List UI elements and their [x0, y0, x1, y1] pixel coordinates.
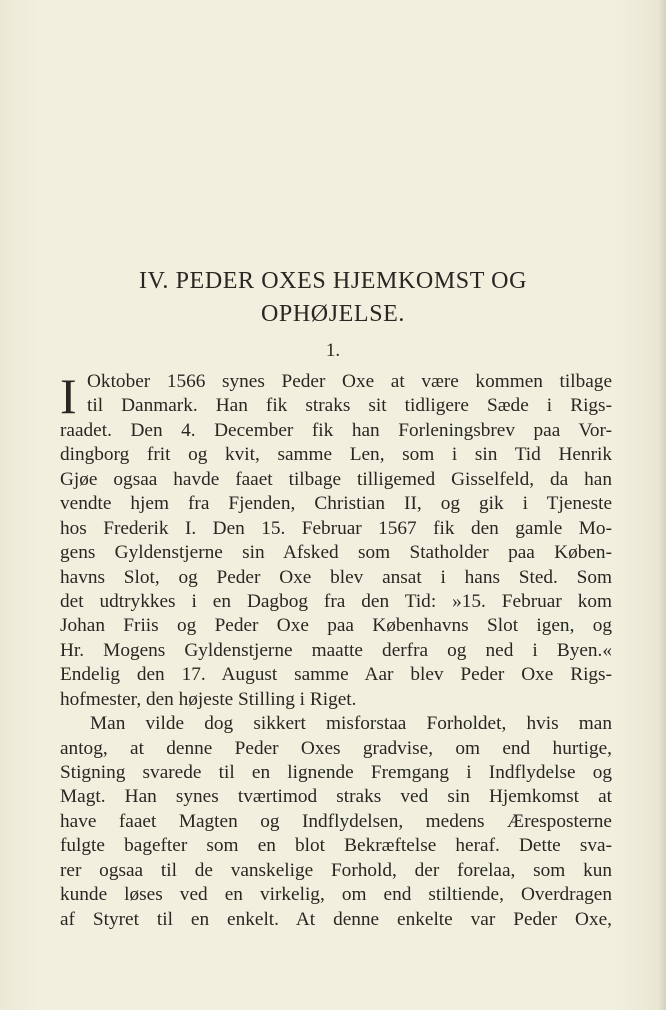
- text-line: af Styret til en enkelt. At denne enkelte var Peder Oxe,: [60, 908, 612, 930]
- text-line: havns Slot, og Peder Oxe blev ansat i hans Sted. Som: [60, 566, 612, 588]
- text-line: gens Gyldenstjerne sin Afsked som Statholder paa Køben-: [60, 542, 612, 564]
- text-line: kunde løses ved en virkelig, om end stiltiende, Overdragen: [60, 884, 612, 906]
- text-line: Man vilde dog sikkert misforstaa Forholdet, hvis man: [90, 713, 612, 735]
- text-line: Gjøe ogsaa havde faaet tilbage tilligemed Gisselfeld, da han: [60, 468, 612, 490]
- text-line: det udtrykkes i en Dagbog fra den Tid: »15. Februar kom: [60, 590, 612, 612]
- section-number: 1.: [325, 340, 341, 361]
- text-line: til Danmark. Han fik straks sit tidligere Sæde i Rigs-: [87, 395, 612, 417]
- text-line: dingborg frit og kvit, samme Len, som i sin Tid Henrik: [60, 444, 612, 466]
- text-line: raadet. Den 4. December fik han Forleningsbrev paa Vor-: [60, 419, 612, 441]
- text-line: rer ogsaa til de vanskelige Forhold, der forelaa, som kun: [60, 859, 612, 881]
- text-line: vendte hjem fra Fjenden, Christian II, og gik i Tjeneste: [60, 493, 612, 515]
- page-edge-shadow: [658, 0, 666, 1010]
- text-line: Endelig den 17. August samme Aar blev Peder Oxe Rigs-: [60, 664, 612, 686]
- text-line: Oktober 1566 synes Peder Oxe at være kommen tilbage: [87, 371, 612, 392]
- text-line: antog, at denne Peder Oxes gradvise, om end hurtige,: [60, 737, 612, 759]
- body-text: [60, 370, 612, 932]
- text-line: fulgte bagefter som en blot Bekræftelse heraf. Dette sva-: [60, 835, 612, 857]
- text-line: Johan Friis og Peder Oxe paa Københavns Slot igen, og: [60, 615, 612, 637]
- chapter-title-line-1: IV. PEDER OXES HJEMKOMST OG: [138, 268, 528, 294]
- text-line: have faaet Magten og Indflydelsen, medens Æresposterne: [60, 810, 612, 832]
- text-line: Stigning svarede til en lignende Fremgang i Indflydelse og: [60, 762, 612, 783]
- text-line: hofmester, den højeste Stilling i Riget.: [60, 688, 357, 710]
- chapter-title-line-2: OPHØJELSE.: [260, 301, 405, 327]
- drop-cap: I: [60, 368, 77, 424]
- text-line: Hr. Mogens Gyldenstjerne maatte derfra og ned i Byen.«: [60, 639, 612, 661]
- text-line: hos Frederik I. Den 15. Februar 1567 fik den gamle Mo-: [60, 517, 612, 539]
- text-line: Magt. Han synes tværtimod straks ved sin Hjemkomst at: [60, 786, 612, 808]
